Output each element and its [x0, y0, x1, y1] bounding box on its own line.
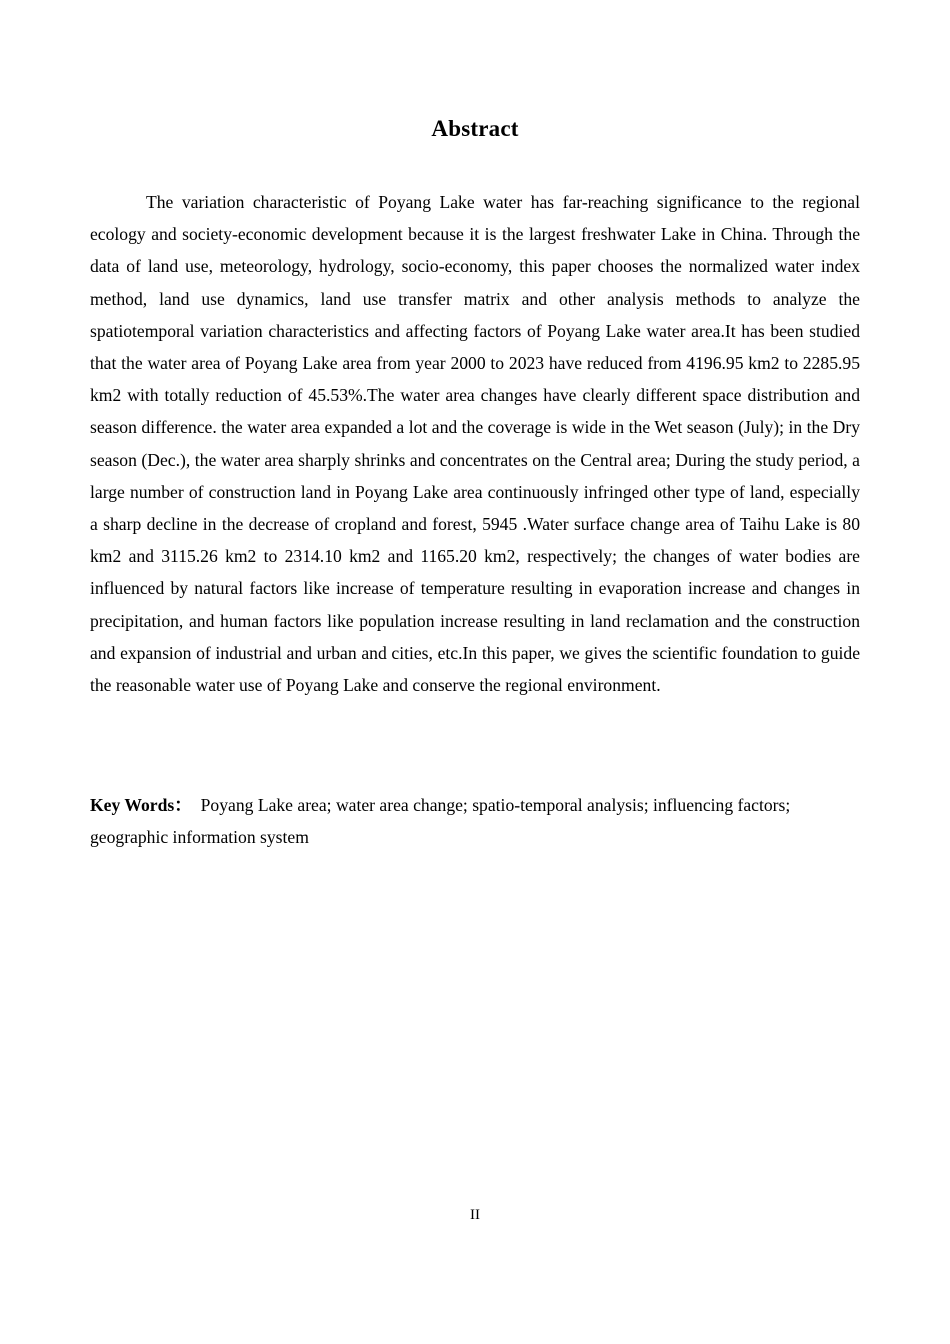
keywords-label: Key Words: [90, 795, 175, 815]
keywords-separator: ：: [174, 795, 192, 815]
keywords-paragraph: [90, 789, 860, 853]
page-number-footer: II: [470, 1207, 480, 1223]
abstract-paragraph: The variation characteristic of Poyang Lake water has far-reaching significance to the regional ecology and society-economic development because it is the largest freshwater Lake in China. Through the data of land use, meteorology, hydrology, socio-economy, this paper chooses the normalized water index method, land use dynamics, land use transfer matrix and other analysis methods to analyze the spatiotemporal variation characteristics and affecting factors of Poyang Lake water area.It has been studied that the water area of Poyang Lake area from year 2000 to 2023 have reduced from 4196.95 km2 to 2285.95 km2 with totally reduction of 45.53%.The water area changes have clearly different space distribution and season difference. the water area expanded a lot and the coverage is wide in the Wet season (July); in the Dry season (Dec.), the water area sharply shrinks and concentrates on the Central area; During the study period, a large number of construction land in Poyang Lake area continuously infringed other type of land, especially a sharp decline in the decrease of cropland and forest, 5945 .Water surface change area of Taihu Lake is 80 km2 and 3115.26 km2 to 2314.10 km2 and 1165.20 km2, respectively; the changes of water bodies are influenced by natural factors like increase of temperature resulting in evaporation increase and changes in precipitation, and human factors like population increase resulting in land reclamation and the construction and expansion of industrial and urban and cities, etc.In this paper, we gives the scientific foundation to guide the reasonable water use of Poyang Lake and conserve the regional environment.: [90, 192, 860, 696]
page-title: Abstract: [431, 116, 519, 141]
keywords-values: Poyang Lake area; water area change; spatio-temporal analysis; influencing factors; geographic information system: [90, 795, 791, 848]
